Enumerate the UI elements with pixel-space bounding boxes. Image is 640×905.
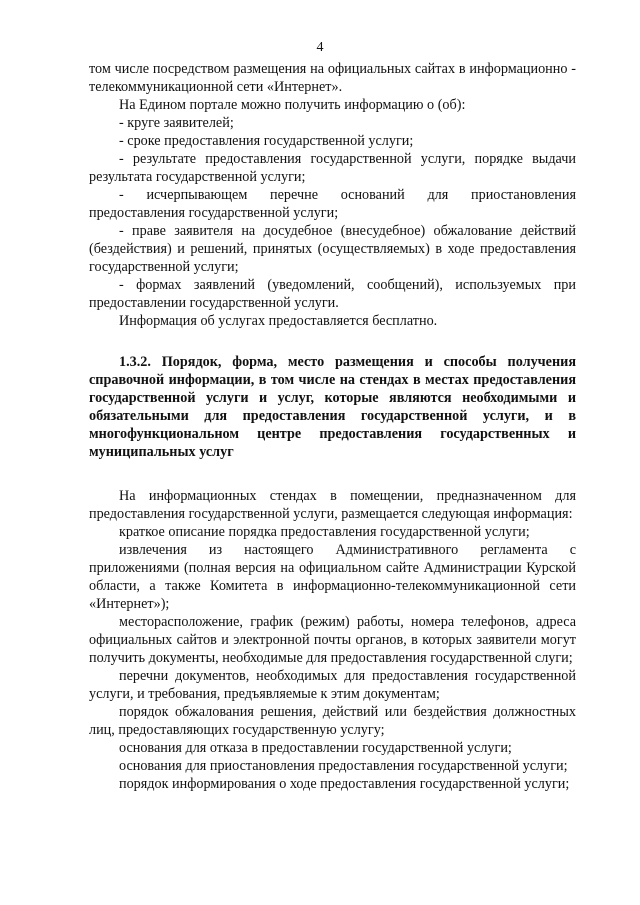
- paragraph: На информационных стендах в помещении, предназначенном для предоставления государственной услуги, размещается следующая информация:: [89, 488, 576, 522]
- paragraph: том числе посредством размещения на официальных сайтах в информационно - телекоммуникационной сети «Интернет».: [89, 61, 576, 95]
- document-body: [89, 60, 576, 793]
- list-item: порядок информирования о ходе предоставления государственной услуги;: [119, 776, 570, 792]
- paragraph: На Едином портале можно получить информацию о (об):: [119, 97, 466, 113]
- paragraph: Информация об услугах предоставляется бесплатно.: [119, 313, 438, 329]
- list-item: извлечения из настоящего Административного регламента с приложениями (полная версия на официальном сайте Администрации Курской области, а также Комитета в информационно-телекоммуникационной сети «Интернет»);: [89, 542, 576, 612]
- list-item: основания для приостановления предоставления государственной услуги;: [119, 758, 568, 774]
- page-number: 4: [316, 40, 324, 55]
- section-heading: 1.3.2. Порядок, форма, место размещения и способы получения справочной информации, в том числе на стендах в местах предоставления государственной услуги и услуг, которые являются необходимыми и обязательными для предоставления государственной услуги, и в многофункциональном центре предоставления государственных и муниципальных услуг: [89, 354, 576, 460]
- list-item: месторасположение, график (режим) работы, номера телефонов, адреса официальных сайтов и электронной почты органов, в которых заявители могут получить документы, необходимые для предоставления государственной слуги;: [89, 614, 576, 666]
- list-item: - результате предоставления государственной услуги, порядке выдачи результата государственной услуги;: [89, 151, 576, 185]
- list-item: основания для отказа в предоставлении государственной услуги;: [119, 740, 512, 756]
- list-item: - формах заявлений (уведомлений, сообщений), используемых при предоставлении государственной услуги.: [89, 277, 576, 311]
- list-item: порядок обжалования решения, действий или бездействия должностных лиц, предоставляющих государственную услугу;: [89, 704, 576, 738]
- list-item: - праве заявителя на досудебное (внесудебное) обжалование действий (бездействия) и решений, принятых (осуществляемых) в ходе предоставления государственной услуги;: [89, 223, 576, 275]
- list-item: - исчерпывающем перечне оснований для приостановления предоставления государственной услуги;: [89, 187, 576, 221]
- list-item: перечни документов, необходимых для предоставления государственной услуги, и требования, предъявляемые к этим документам;: [89, 668, 576, 702]
- list-item: краткое описание порядка предоставления государственной услуги;: [119, 524, 530, 540]
- list-item: - сроке предоставления государственной услуги;: [119, 133, 414, 149]
- list-item: - круге заявителей;: [119, 115, 234, 131]
